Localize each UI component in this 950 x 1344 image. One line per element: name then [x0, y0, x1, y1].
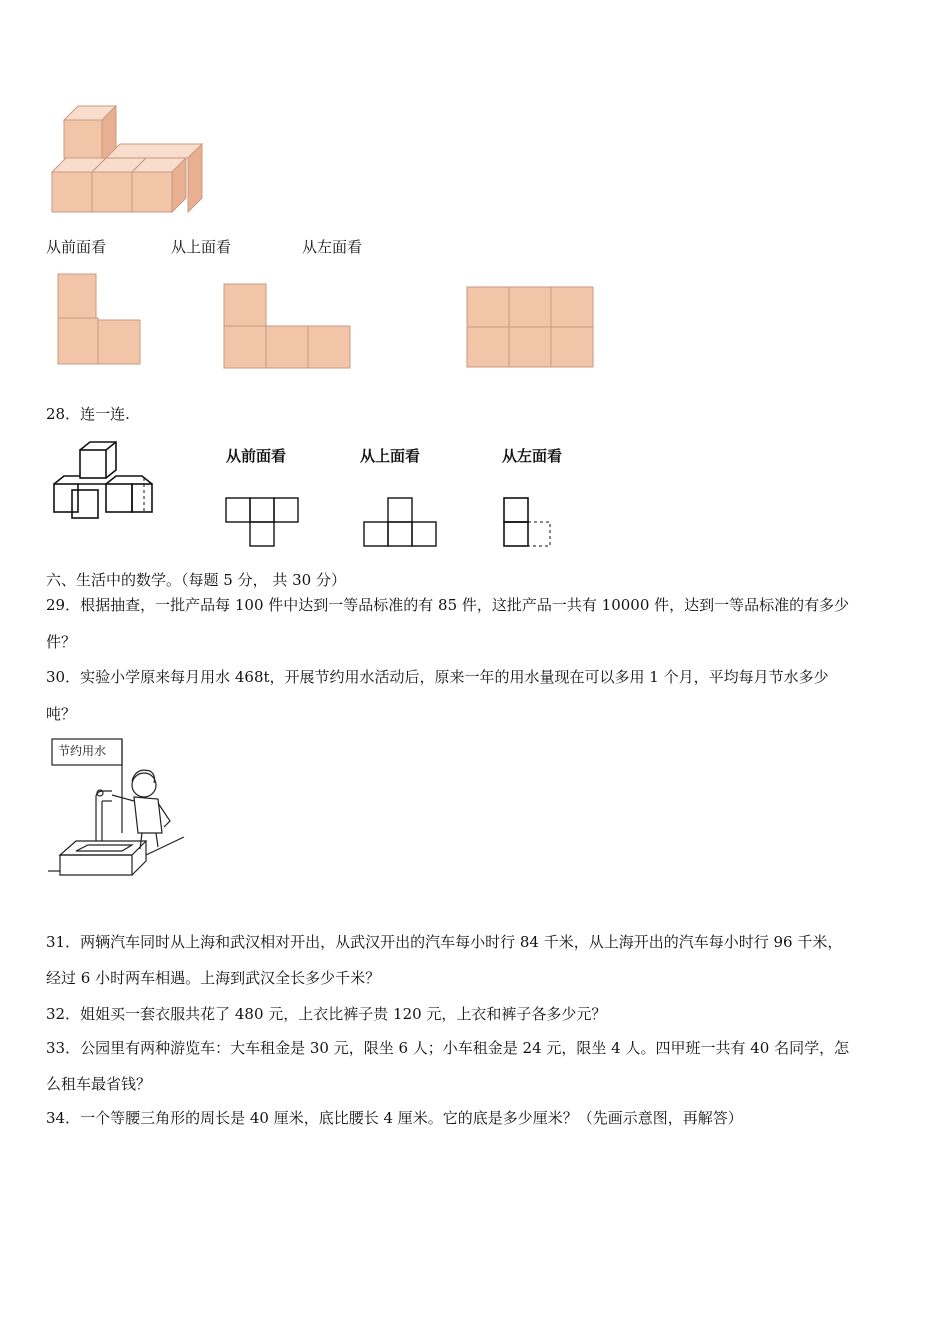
q31-line1: 31．两辆汽车同时从上海和武汉相对开出，从武汉开出的汽车每小时行 84 千米，从上海开出的汽车每小时行 96 千米， — [46, 933, 843, 951]
q29-line2: 件？ — [46, 633, 77, 651]
q33-line1: 33．公园里有两种游览车：大车租金是 30 元，限坐 6 人；小车租金是 24 元，限坐 4 人。四甲班一共有 40 名同学，怎 — [46, 1039, 850, 1057]
left-view-figure — [465, 285, 597, 371]
section-6-title: 六、生活中的数学。（每题 5 分， 共 30 分） — [46, 571, 346, 589]
q28-title: 28．连一连. — [46, 405, 130, 423]
q34-line1: 34．一个等腰三角形的周长是 40 厘米，底比腰长 4 厘米。它的底是多少厘米？（先画示意图，再解答） — [46, 1109, 743, 1127]
view-label-left: 从左面看 — [302, 238, 363, 256]
q28-solid-figure — [50, 440, 160, 526]
q29-line1: 29．根据抽查，一批产品每 100 件中达到一等品标准的有 85 件，这批产品一共有 10000 件，达到一等品标准的有多少 — [46, 596, 850, 614]
view-label-front: 从前面看 — [46, 238, 107, 256]
front-view-figure — [56, 272, 142, 368]
q30-line1: 30．实验小学原来每月用水 468t，开展节约用水活动后，原来一年的用水量现在可以多用 1 个月，平均每月节水多少 — [46, 668, 829, 686]
q28-label-front: 从前面看 — [226, 447, 287, 465]
q28-view-a — [222, 494, 302, 550]
q33-line2: 么租车最省钱？ — [46, 1075, 152, 1093]
cube-figure-3d — [48, 100, 208, 218]
q28-label-top: 从上面看 — [360, 447, 421, 465]
q28-label-left: 从左面看 — [502, 447, 563, 465]
q31-line2: 经过 6 小时两车相遇。上海到武汉全长多少千米？ — [46, 969, 381, 987]
top-view-figure — [222, 282, 354, 370]
sign-text: 节约用水 — [58, 744, 107, 758]
water-saving-illustration — [46, 737, 186, 885]
q28-view-c — [500, 494, 556, 550]
q32-line1: 32．姐姐买一套衣服共花了 480 元，上衣比裤子贵 120 元，上衣和裤子各多少元？ — [46, 1005, 607, 1023]
view-label-top: 从上面看 — [171, 238, 232, 256]
q28-view-b — [360, 494, 440, 550]
q30-line2: 吨？ — [46, 705, 77, 723]
